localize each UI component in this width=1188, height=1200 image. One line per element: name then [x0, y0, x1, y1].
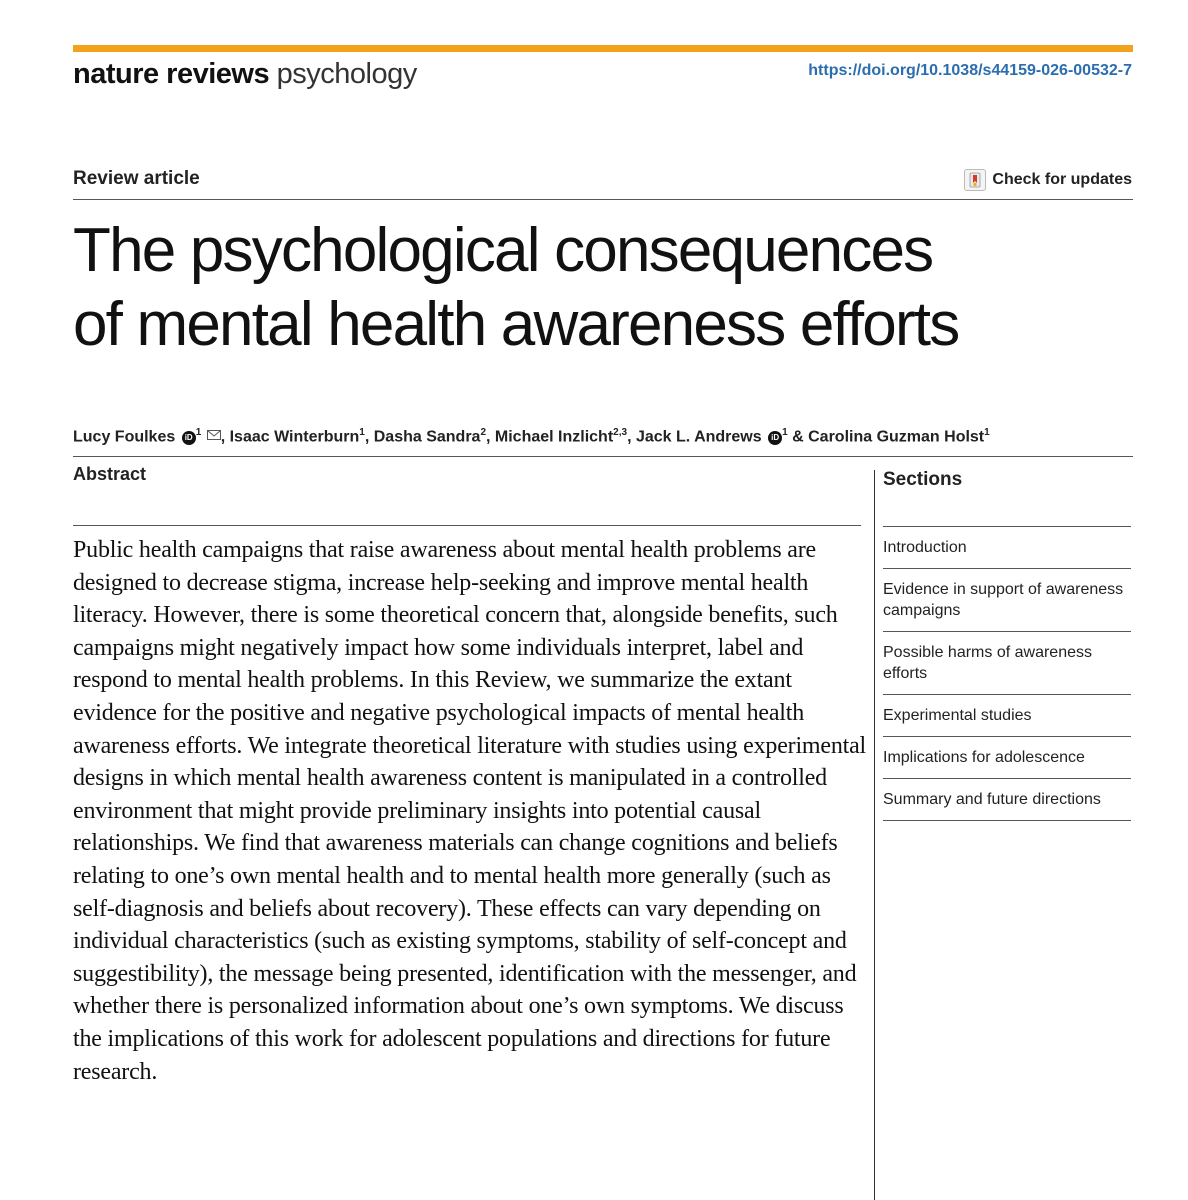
author-name[interactable]: Jack L. Andrews [635, 428, 762, 446]
check-for-updates-label: Check for updates [992, 171, 1132, 188]
section-link-experimental-studies[interactable]: Experimental studies [883, 695, 1131, 737]
author-affiliation: 1 [195, 427, 202, 438]
authors-divider [73, 456, 1133, 457]
author-separator: , [364, 428, 374, 446]
section-link-implications[interactable]: Implications for adolescence [883, 737, 1131, 779]
abstract-heading: Abstract [73, 464, 147, 484]
check-for-updates-icon [964, 169, 986, 191]
section-link-summary[interactable]: Summary and future directions [883, 779, 1131, 821]
author-name[interactable]: Isaac Winterburn [229, 428, 360, 446]
author-affiliation: 2,3 [613, 427, 628, 438]
author-name[interactable]: Lucy Foulkes [73, 428, 176, 446]
author-list [73, 427, 1133, 446]
top-accent-rule [73, 45, 1133, 52]
section-link-evidence[interactable]: Evidence in support of awareness campaigns [883, 569, 1131, 632]
author-affiliation: 2 [480, 427, 487, 438]
section-link-introduction[interactable]: Introduction [883, 527, 1131, 569]
doi-link[interactable]: https://doi.org/10.1038/s44159-026-00532-7 [808, 62, 1132, 79]
author-separator: , [486, 428, 495, 446]
section-link-possible-harms[interactable]: Possible harms of awareness efforts [883, 632, 1131, 695]
article-title [73, 214, 1133, 362]
author-name[interactable]: Michael Inzlicht [494, 428, 614, 446]
author-separator: , [220, 428, 230, 446]
author-name[interactable]: Dasha Sandra [373, 428, 481, 446]
orcid-icon[interactable]: iD [182, 431, 196, 445]
author-affiliation: 1 [984, 427, 990, 438]
sections-column-divider [874, 470, 875, 1200]
abstract-text: Public health campaigns that raise awareness about mental health problems are designed to decrease stigma, increase help-seeking and improve mental health literacy. However, there is some theoretical concern that, alongside benefits, such campaigns might negatively impact how some individuals interpret, label and respond to mental health problems. In this Review, we summarize the extant evidence for the positive and negative psychological impacts of mental health awareness efforts. We integrate theoretical literature with studies using experimental designs in which mental health awareness content is manipulated in a controlled environment that might provide preliminary insights into potential causal relationships. We find that awareness materials can change cognitions and beliefs relating to one’s own mental health and to mental health more generally (such as self-diagnosis and beliefs about recovery). These effects can vary depending on individual characteristics (such as existing symptoms, stability of self-concept and suggestibility), the message being presented, identification with the messenger, and whether there is personalized information about one’s own symptoms. We discuss the implications of this work for adolescent populations and directions for future research. [73, 537, 867, 1085]
sections-nav [883, 526, 1131, 821]
journal-name-light: psychology [269, 58, 417, 90]
header-divider [73, 199, 1133, 200]
author-name[interactable]: Carolina Guzman Holst [808, 428, 985, 446]
author-separator: & [787, 428, 809, 446]
mail-icon[interactable] [207, 430, 221, 440]
orcid-icon[interactable]: iD [768, 431, 782, 445]
author-separator: , [627, 428, 636, 446]
author-affiliation: 1 [782, 427, 788, 438]
journal-name-bold: nature reviews [73, 58, 270, 90]
article-title-line-1: The psychological consequences [73, 216, 933, 285]
check-for-updates-button[interactable] [964, 169, 1132, 191]
article-type: Review article [73, 168, 200, 189]
article-title-line-2: of mental health awareness efforts [73, 290, 959, 359]
sections-heading: Sections [883, 469, 963, 490]
author-affiliation: 1 [359, 427, 365, 438]
abstract-divider [73, 525, 861, 526]
journal-name [73, 58, 417, 91]
